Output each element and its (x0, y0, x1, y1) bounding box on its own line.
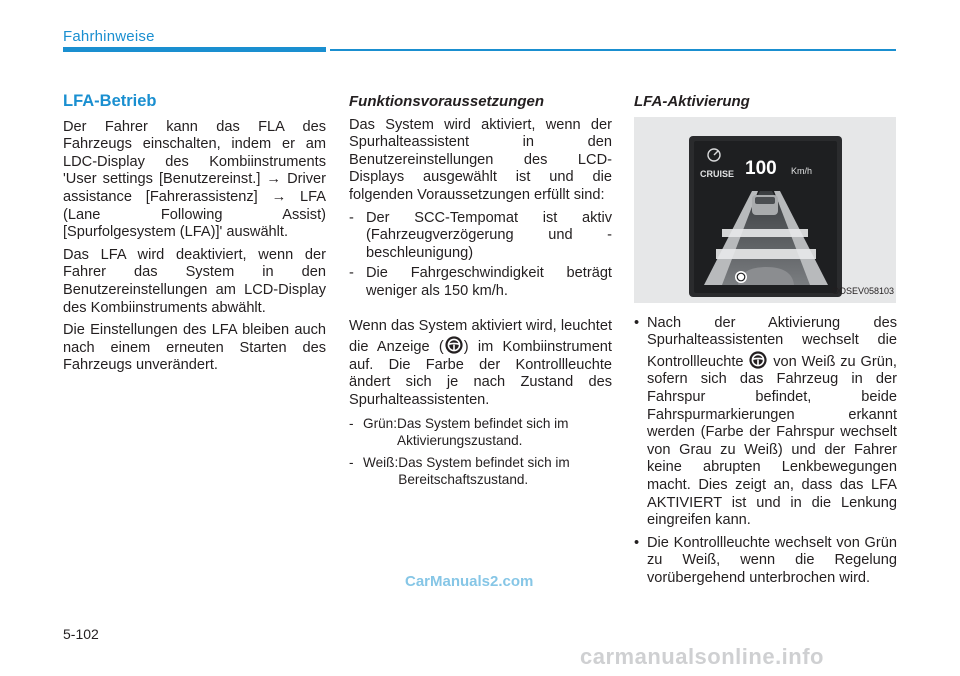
list-item (349, 454, 612, 488)
lfa-steering-icon (444, 335, 464, 355)
column-2 (349, 93, 612, 493)
column-3 (634, 93, 897, 593)
list-item (634, 315, 897, 530)
paragraph (349, 318, 612, 410)
dash-marker: - (349, 415, 354, 431)
list-item-text: Die Fahrgeschwindigkeit beträgt weniger als 150 km/h. (366, 265, 612, 299)
cruise-label: CRUISE (700, 168, 735, 179)
text-span: Nach der Aktivierung des Spurhalteassistenten wechselt die Kontrollleuchte (647, 314, 897, 370)
cluster-display-image (634, 117, 896, 303)
list-item-text (647, 315, 897, 530)
dash-marker: - (349, 209, 354, 226)
column-1 (63, 93, 326, 380)
state-text: Das System befindet sich im Aktivierungszustand. (397, 415, 569, 448)
list-item (349, 210, 612, 263)
dash-marker: - (349, 454, 354, 470)
watermark-footer: carmanualsonline.info (580, 644, 824, 669)
header-rule (330, 49, 896, 51)
bullet-marker: • (634, 534, 640, 551)
dash-marker: - (349, 265, 354, 282)
speed-unit: Km/h (791, 165, 813, 176)
bullet-marker: • (634, 314, 640, 331)
list-item-text: Der SCC-Tempomat ist aktiv (Fahrzeugverzögerung und -beschleunigung) (366, 209, 612, 261)
speed-value: 100 (745, 157, 777, 179)
paragraph: Die Einstellungen des LFA bleiben auch nach einem erneuten Starten des Fahrzeugs unverändert. (63, 322, 326, 374)
section-title-funktionsvoraussetzungen: Funktionsvoraussetzungen (349, 93, 545, 110)
page-number: 5-102 (63, 626, 99, 642)
paragraph: Das System wird aktiviert, wenn der Spurhalteassistent in den Benutzereinstellungen des LCD-Displays ausgewählt ist und die folgenden Voraussetzungen erfüllt sind: (349, 116, 612, 203)
header-bar (63, 47, 326, 52)
text-span: ) im Kombiinstrument auf. Die Farbe der Kontrollleuchte ändert sich je nach Zustand des Spurhalteassistenten. (349, 339, 612, 408)
figure-caption: OOSEV058103 (831, 286, 894, 296)
text-span: von Weiß zu Grün, sofern sich das Fahrzeug in der Fahrspur befindet, beide Fahrspurmarkierungen erkannt werden (Farbe der Fahrspur wechselt von Grau zu Weiß) und der Fahrer keine abrupten Lenkbewegungen macht. Dies zeigt an, dass das LFA AKTIVIERT ist und in die Lenkung eingreifen kann. (647, 353, 897, 529)
cluster-figure (634, 117, 896, 303)
text-span: Wenn das System aktiviert wird, leuchtet die Anzeige ( (349, 317, 612, 356)
section-title-lfa-betrieb: LFA-Betrieb (63, 92, 157, 110)
state-label: Grün: (363, 415, 397, 431)
list-item-text: Die Kontrollleuchte wechselt von Grün zu Weiß, wenn die Regelung vorübergehend unterbrochen wird. (647, 534, 897, 586)
list-item (634, 535, 897, 588)
section-header: Fahrhinweise (63, 28, 155, 45)
paragraph: Das LFA wird deaktiviert, wenn der Fahrer das System in den Benutzereinstellungen am LCD-Display des Kombiinstruments abwählt. (63, 246, 326, 316)
list-item (349, 265, 612, 300)
lfa-steering-icon (748, 350, 768, 370)
watermark-link[interactable]: CarManuals2.com (405, 573, 534, 590)
paragraph: Der Fahrer kann das FLA des Fahrzeugs einschalten, indem er am LDC-Display des Kombiinstruments 'User settings [Benutzereinst.] → Driver assistance [Fahrerassistenz] → LFA (Lane Following Assist) [Spurfolgesystem (LFA)]' auswählt. (63, 118, 326, 241)
section-title-lfa-aktivierung: LFA-Aktivierung (634, 93, 750, 110)
state-label: Weiß: (363, 454, 399, 470)
state-text: Das System befindet sich im Bereitschaftszustand. (398, 454, 570, 487)
list-item (349, 415, 612, 449)
